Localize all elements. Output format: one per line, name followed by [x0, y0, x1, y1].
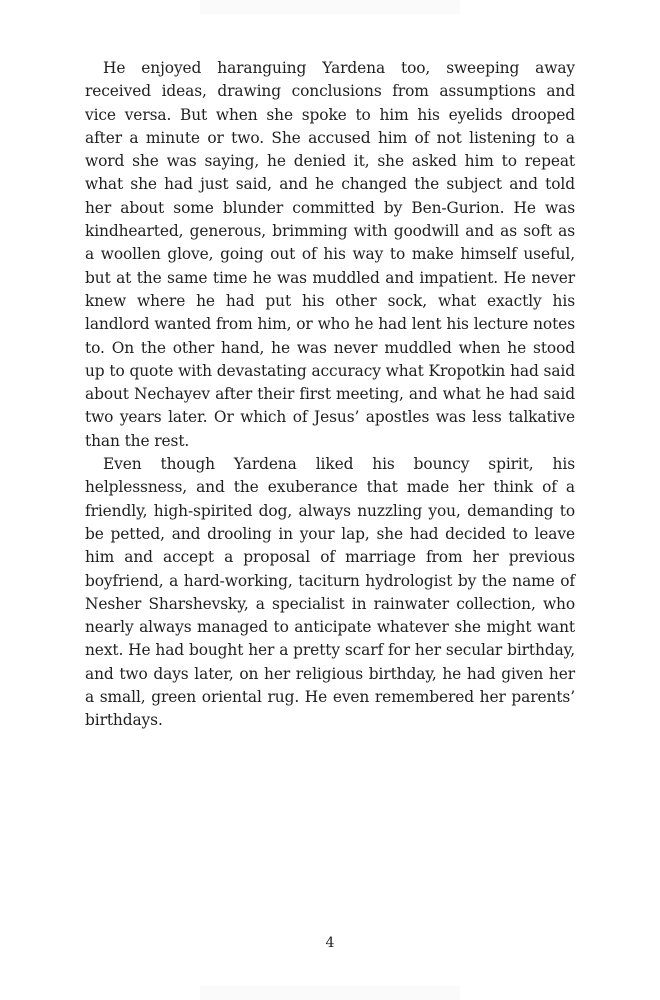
scan-edge-bottom	[200, 986, 460, 1000]
body-text	[85, 57, 575, 733]
page-number: 4	[325, 935, 335, 951]
scan-edge-top	[200, 0, 460, 14]
paragraph: Even though Yardena liked his bouncy spirit, his helplessness, and the exuberance that made her think of a friendly, high-spirited dog, always nuzzling you, demanding to be petted, and drooling in your lap, she had decided to leave him and accept a proposal of marriage from her previous boyfriend, a hard-working, taciturn hydrologist by the name of Nesher Sharshevsky, a specialist in rainwater collection, who nearly always managed to anticipate whatever she might want next. He had bought her a pretty scarf for her secular birthday, and two days later, on her religious birthday, he had given her a small, green oriental rug. He even remembered her parents’ birthdays.	[85, 455, 575, 730]
paragraph: He enjoyed haranguing Yardena too, sweeping away received ideas, drawing conclusions from assumptions and vice versa. But when she spoke to him his eyelids drooped after a minute or two. She accused him of not listening to a word she was saying, he denied it, she asked him to repeat what she had just said, and he changed the subject and told her about some blunder committed by Ben-Gurion. He was kindhearted, generous, brimming with goodwill and as soft as a woollen glove, going out of his way to make himself useful, but at the same time he was muddled and impatient. He never knew where he had put his other sock, what exactly his landlord wanted from him, or who he had lent his lecture notes to. On the other hand, he was never muddled when he stood up to quote with devastating accuracy what Kropotkin had said about Nechayev after their first meeting, and what he had said two years later. Or which of Jesus’ apostles was less talkative than the rest.	[85, 59, 575, 450]
